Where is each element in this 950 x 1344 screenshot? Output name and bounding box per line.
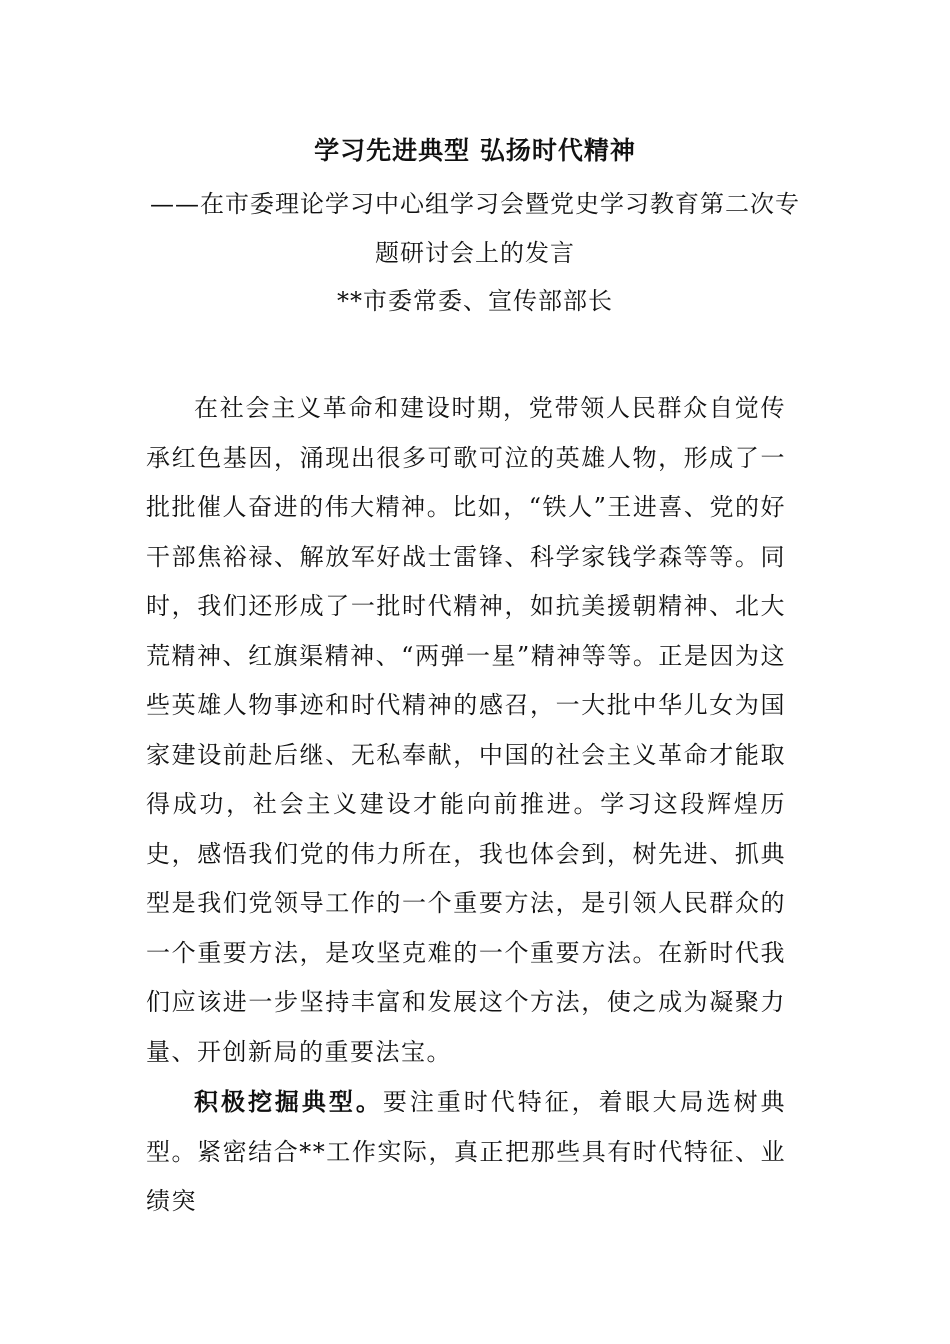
paragraph-lead: 积极挖掘典型。 — [194, 1087, 383, 1116]
document-body — [146, 383, 786, 1227]
document-author: **市委常委、宣传部部长 — [337, 287, 613, 315]
document-title: 学习先进典型 弘扬时代精神 — [314, 136, 636, 165]
paragraph — [146, 383, 786, 1077]
paragraph-text: 在社会主义革命和建设时期，党带领人民群众自觉传承红色基因，涌现出很多可歌可泣的英雄人物，形成了一批批催人奋进的伟大精神。比如，“铁人”王进喜、党的好干部焦裕禄、解放军好战士雷锋、科学家钱学森等等。同时，我们还形成了一批时代精神，如抗美援朝精神、北大荒精神、红旗渠精神、“两弹一星”精神等等。正是因为这些英雄人物事迹和时代精神的感召，一大批中华儿女为国家建设前赴后继、无私奉献，中国的社会主义革命才能取得成功，社会主义建设才能向前推进。学习这段辉煌历史，感悟我们党的伟力所在，我也体会到，树先进、抓典型是我们党领导工作的一个重要方法，是引领人民群众的一个重要方法，是攻坚克难的一个重要方法。在新时代我们应该进一步坚持丰富和发展这个方法，使之成为凝聚力量、开创新局的重要法宝。 — [146, 394, 786, 1066]
document-subtitle: ——在市委理论学习中心组学习会暨党史学习教育第二次专题研讨会上的发言 — [150, 190, 800, 267]
paragraph — [146, 1077, 786, 1227]
paragraph-text: 要注重时代特征，着眼大局选树典型。紧密结合**工作实际，真正把那些具有时代特征、业绩突 — [146, 1088, 787, 1215]
